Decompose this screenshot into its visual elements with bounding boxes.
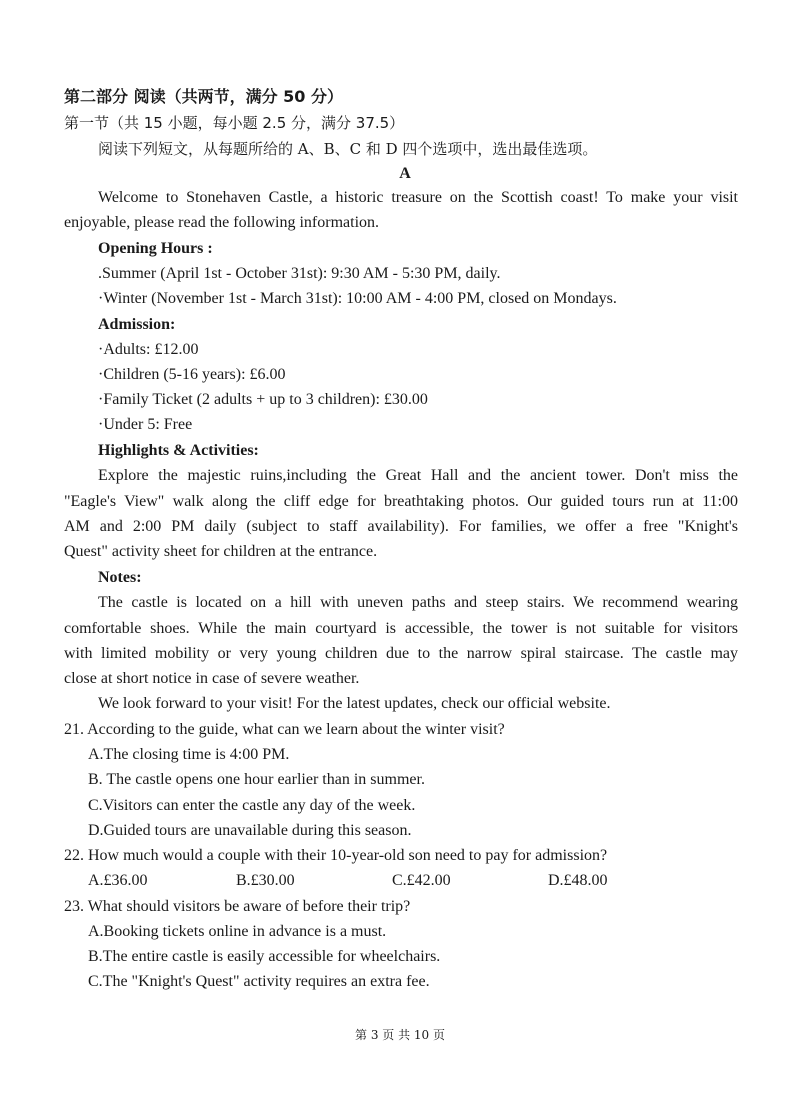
- question-option: B. The castle opens one hour earlier than in summer.: [88, 771, 425, 788]
- instruction: 阅读下列短文，从每题所给的 A、B、C 和 D 四个选项中，选出最佳选项。: [98, 140, 598, 158]
- highlights-line: AM and 2:00 PM daily (subject to staff availability). For families, we offer a free "Knight's: [64, 518, 738, 535]
- passage-closing: We look forward to your visit! For the latest updates, check our official website.: [98, 695, 611, 712]
- question-option: D.£48.00: [548, 872, 608, 889]
- highlights-heading: Highlights & Activities:: [98, 442, 259, 459]
- admission-item: ·Children (5-16 years): £6.00: [98, 366, 286, 383]
- notes-line: The castle is located on a hill with uneven paths and steep stairs. We recommend wearing: [98, 594, 738, 611]
- question-option: A.Booking tickets online in advance is a must.: [88, 923, 387, 940]
- question-option: B.The entire castle is easily accessible for wheelchairs.: [88, 948, 441, 965]
- passage-letter: A: [399, 165, 411, 182]
- question-option: D.Guided tours are unavailable during this season.: [88, 822, 412, 839]
- page-number-footer: 第 3 页 共 10 页: [355, 1028, 445, 1042]
- opening-hours-heading: Opening Hours :: [98, 240, 213, 257]
- highlights-line: Explore the majestic ruins,including the Great Hall and the ancient tower. Don't miss the: [98, 467, 738, 484]
- question-option: B.£30.00: [236, 872, 295, 889]
- question-stem: 21. According to the guide, what can we learn about the winter visit?: [64, 721, 505, 738]
- highlights-line: "Eagle's View" walk along the cliff edge for breathtaking photos. Our guided tours run at 11:00: [64, 493, 738, 510]
- part-title: 第二部分 阅读（共两节，满分 50 分）: [64, 87, 343, 106]
- passage-intro-line: Welcome to Stonehaven Castle, a historic treasure on the Scottish coast! To make your visit: [98, 189, 738, 206]
- passage-intro-line: enjoyable, please read the following information.: [64, 214, 380, 231]
- admission-item: ·Under 5: Free: [98, 416, 193, 433]
- admission-heading: Admission:: [98, 316, 176, 333]
- question-stem: 22. How much would a couple with their 10-year-old son need to pay for admission?: [64, 847, 608, 864]
- notes-heading: Notes:: [98, 569, 142, 586]
- question-option: C.The "Knight's Quest" activity requires an extra fee.: [88, 973, 430, 990]
- admission-item: ·Family Ticket (2 adults + up to 3 children): £30.00: [98, 391, 428, 408]
- admission-item: ·Adults: £12.00: [98, 341, 199, 358]
- question-option: C.Visitors can enter the castle any day of the week.: [88, 797, 416, 814]
- question-stem: 23. What should visitors be aware of before their trip?: [64, 898, 411, 915]
- opening-hours-item: .Summer (April 1st - October 31st): 9:30 AM - 5:30 PM, daily.: [98, 265, 501, 282]
- opening-hours-item: ·Winter (November 1st - March 31st): 10:00 AM - 4:00 PM, closed on Mondays.: [98, 290, 617, 307]
- highlights-line: Quest" activity sheet for children at the entrance.: [64, 543, 378, 560]
- question-option: C.£42.00: [392, 872, 451, 889]
- section-title: 第一节（共 15 小题，每小题 2.5 分，满分 37.5）: [64, 114, 405, 132]
- question-option: A.The closing time is 4:00 PM.: [88, 746, 290, 763]
- notes-line: close at short notice in case of severe weather.: [64, 670, 360, 687]
- notes-line: with limited mobility or very young children due to the narrow spiral staircase. The castle may: [64, 645, 738, 662]
- question-option: A.£36.00: [88, 872, 148, 889]
- notes-line: comfortable shoes. While the main courtyard is accessible, the tower is not suitable for visitors: [64, 620, 738, 637]
